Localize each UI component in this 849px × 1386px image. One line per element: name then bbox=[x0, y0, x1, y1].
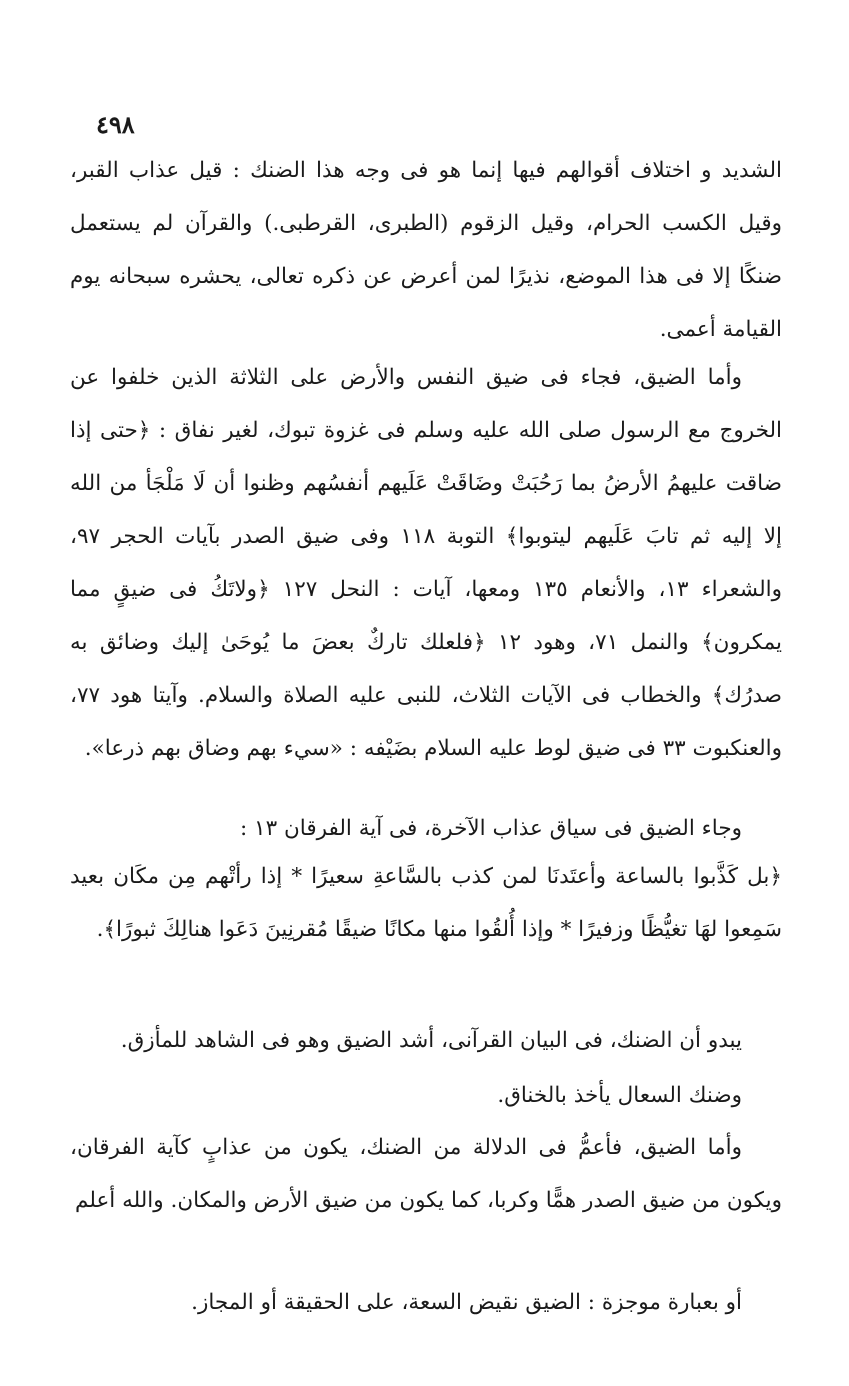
paragraph-dhank-meanings: الشديد و اختلاف أقوالهم فيها إنما هو فى وجه هذا الضنك : قيل عذاب القبر، وقيل الكسب الحرام، وقيل الزقوم (الطبرى، القرطبى.) والقرآن لم يستعمل ضنكًا إلا فى هذا الموضع، نذيرًا لمن أعرض عن ذكره تعالى، يحشره سبحانه يوم القيامة أعمى. bbox=[70, 158, 782, 342]
paragraph-cough: وضنك السعال يأخذ بالخناق. bbox=[497, 1083, 742, 1108]
page-number: ٤٩٨ bbox=[96, 110, 135, 139]
paragraph-furqan-intro: وجاء الضيق فى سياق عذاب الآخرة، فى آية الفرقان ١٣ : bbox=[239, 816, 742, 841]
quranic-quote-furqan: ﴿بل كَذَّبوا بالساعة وأعتَدنَا لمن كذب بالسَّاعةِ سعيرًا * إذا رأتْهم مِن مكَان بعيد سَمِعوا لهَا تغيُّظًا وزفيرًا * وإذا أُلقُوا منها مكانًا ضيقًا مُقرنِينَ دَعَوا هنالِكَ ثبورًا﴾. bbox=[70, 864, 782, 942]
paragraph-dhiq-usage: وأما الضيق، فجاء فى ضيق النفس والأرض على الثلاثة الذين خلفوا عن الخروج مع الرسول صلى الله عليه وسلم فى غزوة تبوك، لغير نفاق : ﴿حتى إذا ضاقت عليهمُ الأرضُ بما رَحُبَتْ وضَاقَتْ عَلَيهم أنفسُهم وظنوا أن لَا مَلْجَأ من الله إلا إليه ثم تابَ عَلَيهم ليتوبوا﴾ التوبة ١١٨ وفى ضيق الصدر بآيات الحجر ٩٧، والشعراء ١٣، والأنعام ١٣٥ ومعها، آيات : النحل ١٢٧ ﴿ولاتَكُ فى ضيقٍ مما يمكرون﴾ والنمل ٧١، وهود ١٢ ﴿فلعلك تاركٌ بعضَ ما يُوحَىٰ إليك وضائق به صدرُك﴾ والخطاب فى الآيات الثلاث، للنبى عليه الصلاة والسلام. وآيتا هود ٧٧، والعنكبوت ٣٣ فى ضيق لوط عليه السلام بضَيْفه : «سيء بهم وضاق بهم ذرعا». bbox=[70, 365, 782, 761]
paragraph-dhiq-general: وأما الضيق، فأعمُّ فى الدلالة من الضنك، يكون من عذابٍ كآية الفرقان، ويكون من ضيق الصدر همًّا وكربا، كما يكون من ضيق الأرض والمكان. والله أعلم bbox=[70, 1135, 782, 1213]
paragraph-summary: أو بعبارة موجزة : الضيق نقيض السعة، على الحقيقة أو المجاز. bbox=[191, 1290, 742, 1315]
paragraph-dhank-strongest: يبدو أن الضنك، فى البيان القرآنى، أشد الضيق وهو فى الشاهد للمأزق. bbox=[120, 1028, 742, 1053]
